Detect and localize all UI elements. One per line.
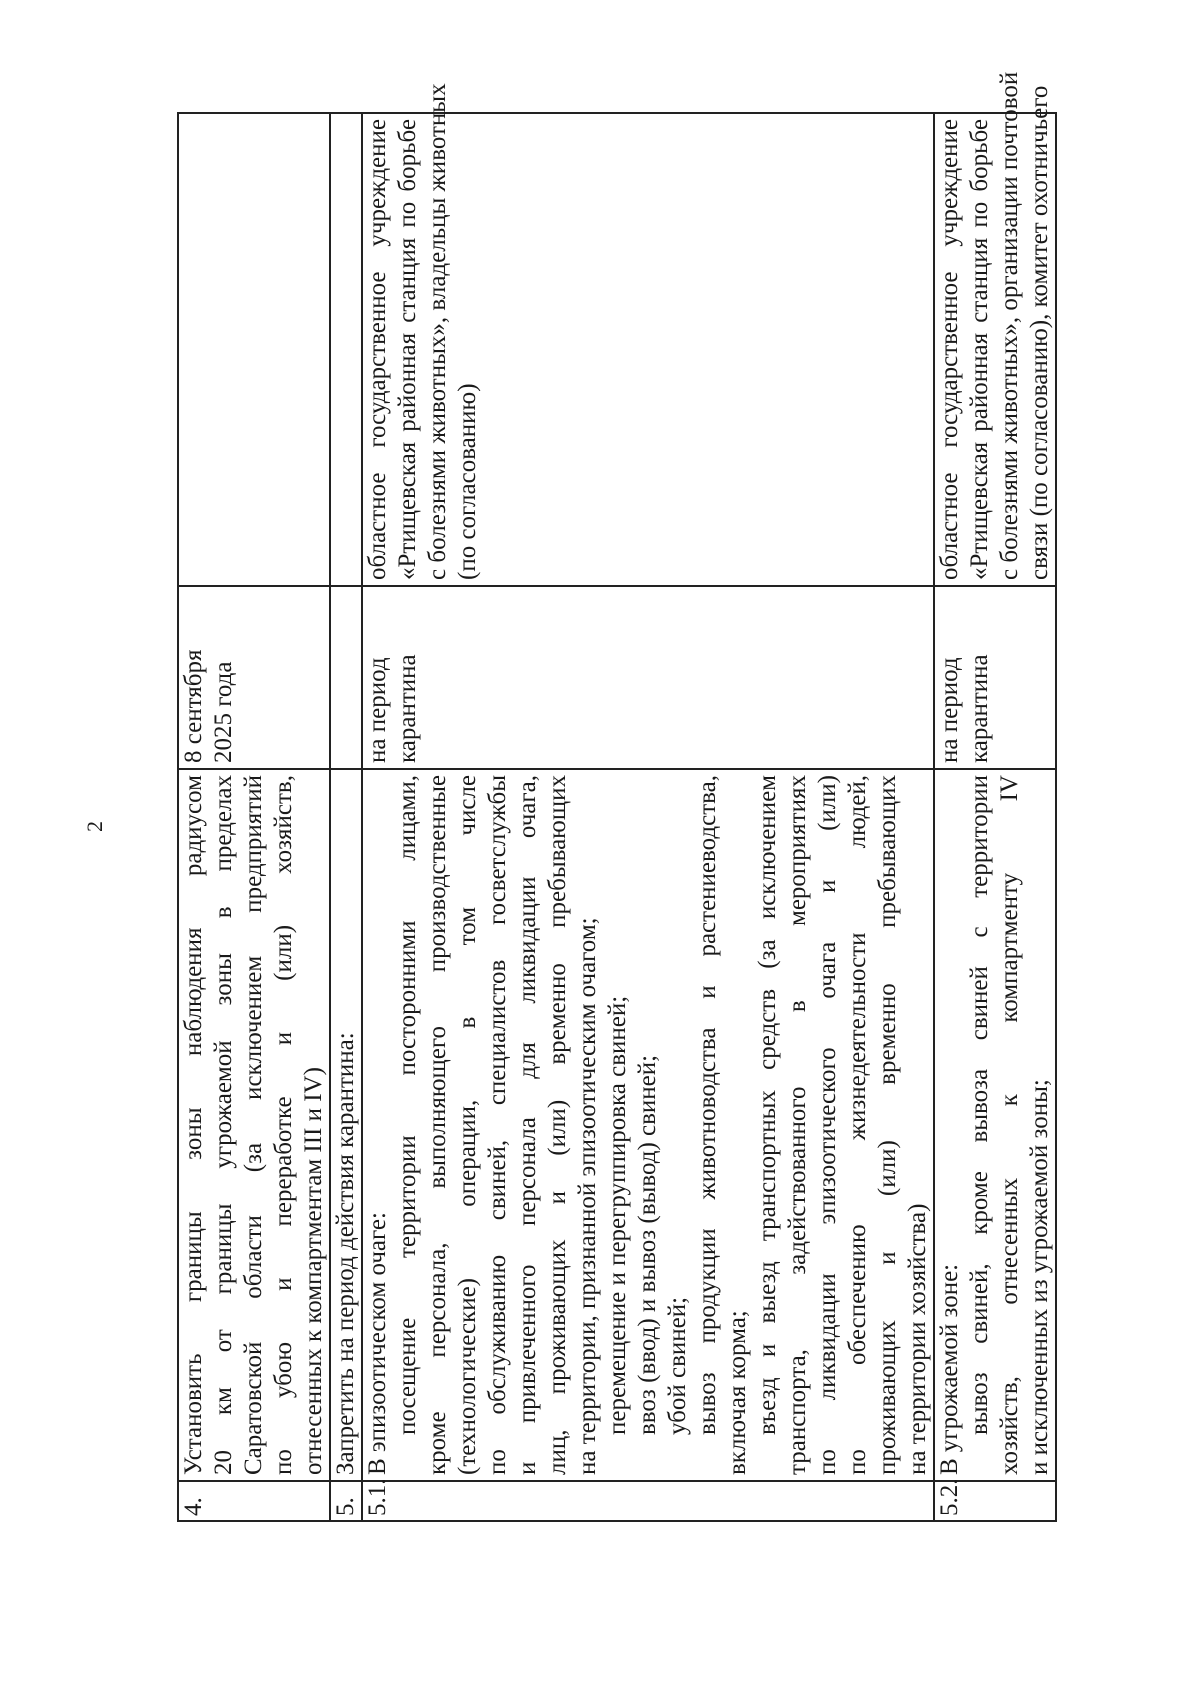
row-number: 5. bbox=[330, 1481, 362, 1521]
responsible-line: «Ртищевская районная станция по борьбе bbox=[394, 119, 421, 580]
text-line: вывоз продукции животноводства и растениеводства, bbox=[694, 775, 721, 1435]
measure-cell bbox=[330, 769, 362, 1481]
responsible-line: областное государственное учреждение bbox=[364, 119, 391, 580]
text-line: по обеспечению жизнедеятельности людей, bbox=[844, 775, 871, 1475]
deadline-line: на период bbox=[364, 657, 391, 763]
table-row-4 bbox=[178, 113, 330, 1521]
text-line: лиц, проживающих и (или) временно пребывающих bbox=[544, 775, 571, 1475]
deadline-line: 8 сентября bbox=[180, 649, 207, 763]
responsible-line: с болезнями животных», организации почтовой bbox=[996, 71, 1023, 580]
text-line: на территории хозяйства) bbox=[904, 1203, 931, 1475]
measure-cell bbox=[362, 769, 934, 1481]
text-line: 20 км от границы угрожаемой зоны в пределах bbox=[210, 775, 237, 1475]
responsible-cell bbox=[934, 71, 1056, 586]
responsible-line: с болезнями животных», владельцы животных bbox=[424, 83, 451, 580]
text-line: проживающих и (или) временно пребывающих bbox=[874, 775, 901, 1475]
text-line: вывоз свиней, кроме вывоза свиней с территории bbox=[966, 775, 993, 1435]
responsible-line: областное государственное учреждение bbox=[936, 119, 963, 580]
text-line: по ликвидации эпизоотического очага и (или) bbox=[814, 775, 841, 1475]
text-line: и исключенных из угрожаемой зоны; bbox=[1026, 1079, 1053, 1475]
text-line: (технологические) операции, в том числе bbox=[454, 775, 481, 1475]
text-line: В угрожаемой зоне: bbox=[936, 1263, 963, 1475]
deadline-line: карантина bbox=[966, 654, 993, 763]
text-line: Саратовской области (за исключением предприятий bbox=[240, 775, 267, 1475]
deadline-line: карантина bbox=[394, 654, 421, 763]
text-line: В эпизоотическом очаге: bbox=[364, 1212, 391, 1475]
responsible-cell bbox=[178, 113, 330, 586]
deadline-cell bbox=[178, 586, 330, 769]
text-line: и привлеченного персонала для ликвидации очага, bbox=[514, 775, 541, 1475]
responsible-cell bbox=[330, 113, 362, 586]
text-line: на территории, признанной эпизоотическим очагом; bbox=[574, 917, 601, 1475]
measure-cell bbox=[178, 769, 330, 1481]
text-line: Запретить на период действия карантина: bbox=[332, 1032, 359, 1475]
text-line: хозяйств, отнесенных к компартменту IV bbox=[996, 775, 1023, 1475]
row-number: 5.2. bbox=[934, 1481, 1056, 1521]
text-line: кроме персонала, выполняющего производственные bbox=[424, 775, 451, 1475]
row-number: 5.1. bbox=[362, 1481, 934, 1521]
row-number: 4. bbox=[178, 1481, 330, 1521]
responsible-line: связи (по согласованию), комитет охотничьего bbox=[1026, 85, 1053, 580]
table-row-5 bbox=[330, 113, 362, 1521]
measure-cell bbox=[934, 769, 1056, 1481]
text-line: транспорта, задействованного в мероприятиях bbox=[784, 775, 811, 1475]
page-number: 2 bbox=[82, 821, 107, 832]
text-line: по убою и переработке и (или) хозяйств, bbox=[270, 775, 297, 1475]
deadline-cell bbox=[362, 586, 934, 769]
table-row-5-1 bbox=[362, 113, 934, 1521]
text-line: включая корма; bbox=[724, 1310, 751, 1475]
responsible-line: (по согласованию) bbox=[454, 383, 481, 580]
text-line: по обслуживанию свиней, специалистов госветслужбы bbox=[484, 775, 511, 1475]
text-line: ввоз (ввод) и вывоз (вывод) свиней; bbox=[634, 1054, 661, 1435]
deadline-line: 2025 года bbox=[210, 661, 237, 763]
text-line: отнесенных к компартментам III и IV) bbox=[300, 1067, 327, 1475]
deadline-cell bbox=[330, 586, 362, 769]
measures-table bbox=[177, 71, 1057, 1522]
table-row-5-2 bbox=[934, 113, 1056, 1521]
rotated-page-content bbox=[177, 71, 1127, 1522]
text-line: убой свиней; bbox=[664, 1296, 691, 1435]
deadline-cell bbox=[934, 586, 1056, 769]
text-line: перемещение и перегруппировка свиней; bbox=[604, 995, 631, 1435]
responsible-line: «Ртищевская районная станция по борьбе bbox=[966, 119, 993, 580]
deadline-line: на период bbox=[936, 657, 963, 763]
responsible-cell bbox=[362, 83, 934, 586]
text-line: Установить границы зоны наблюдения радиусом bbox=[180, 775, 207, 1475]
text-line: посещение территории посторонними лицами, bbox=[394, 775, 421, 1435]
text-line: въезд и выезд транспортных средств (за исключением bbox=[754, 775, 781, 1435]
